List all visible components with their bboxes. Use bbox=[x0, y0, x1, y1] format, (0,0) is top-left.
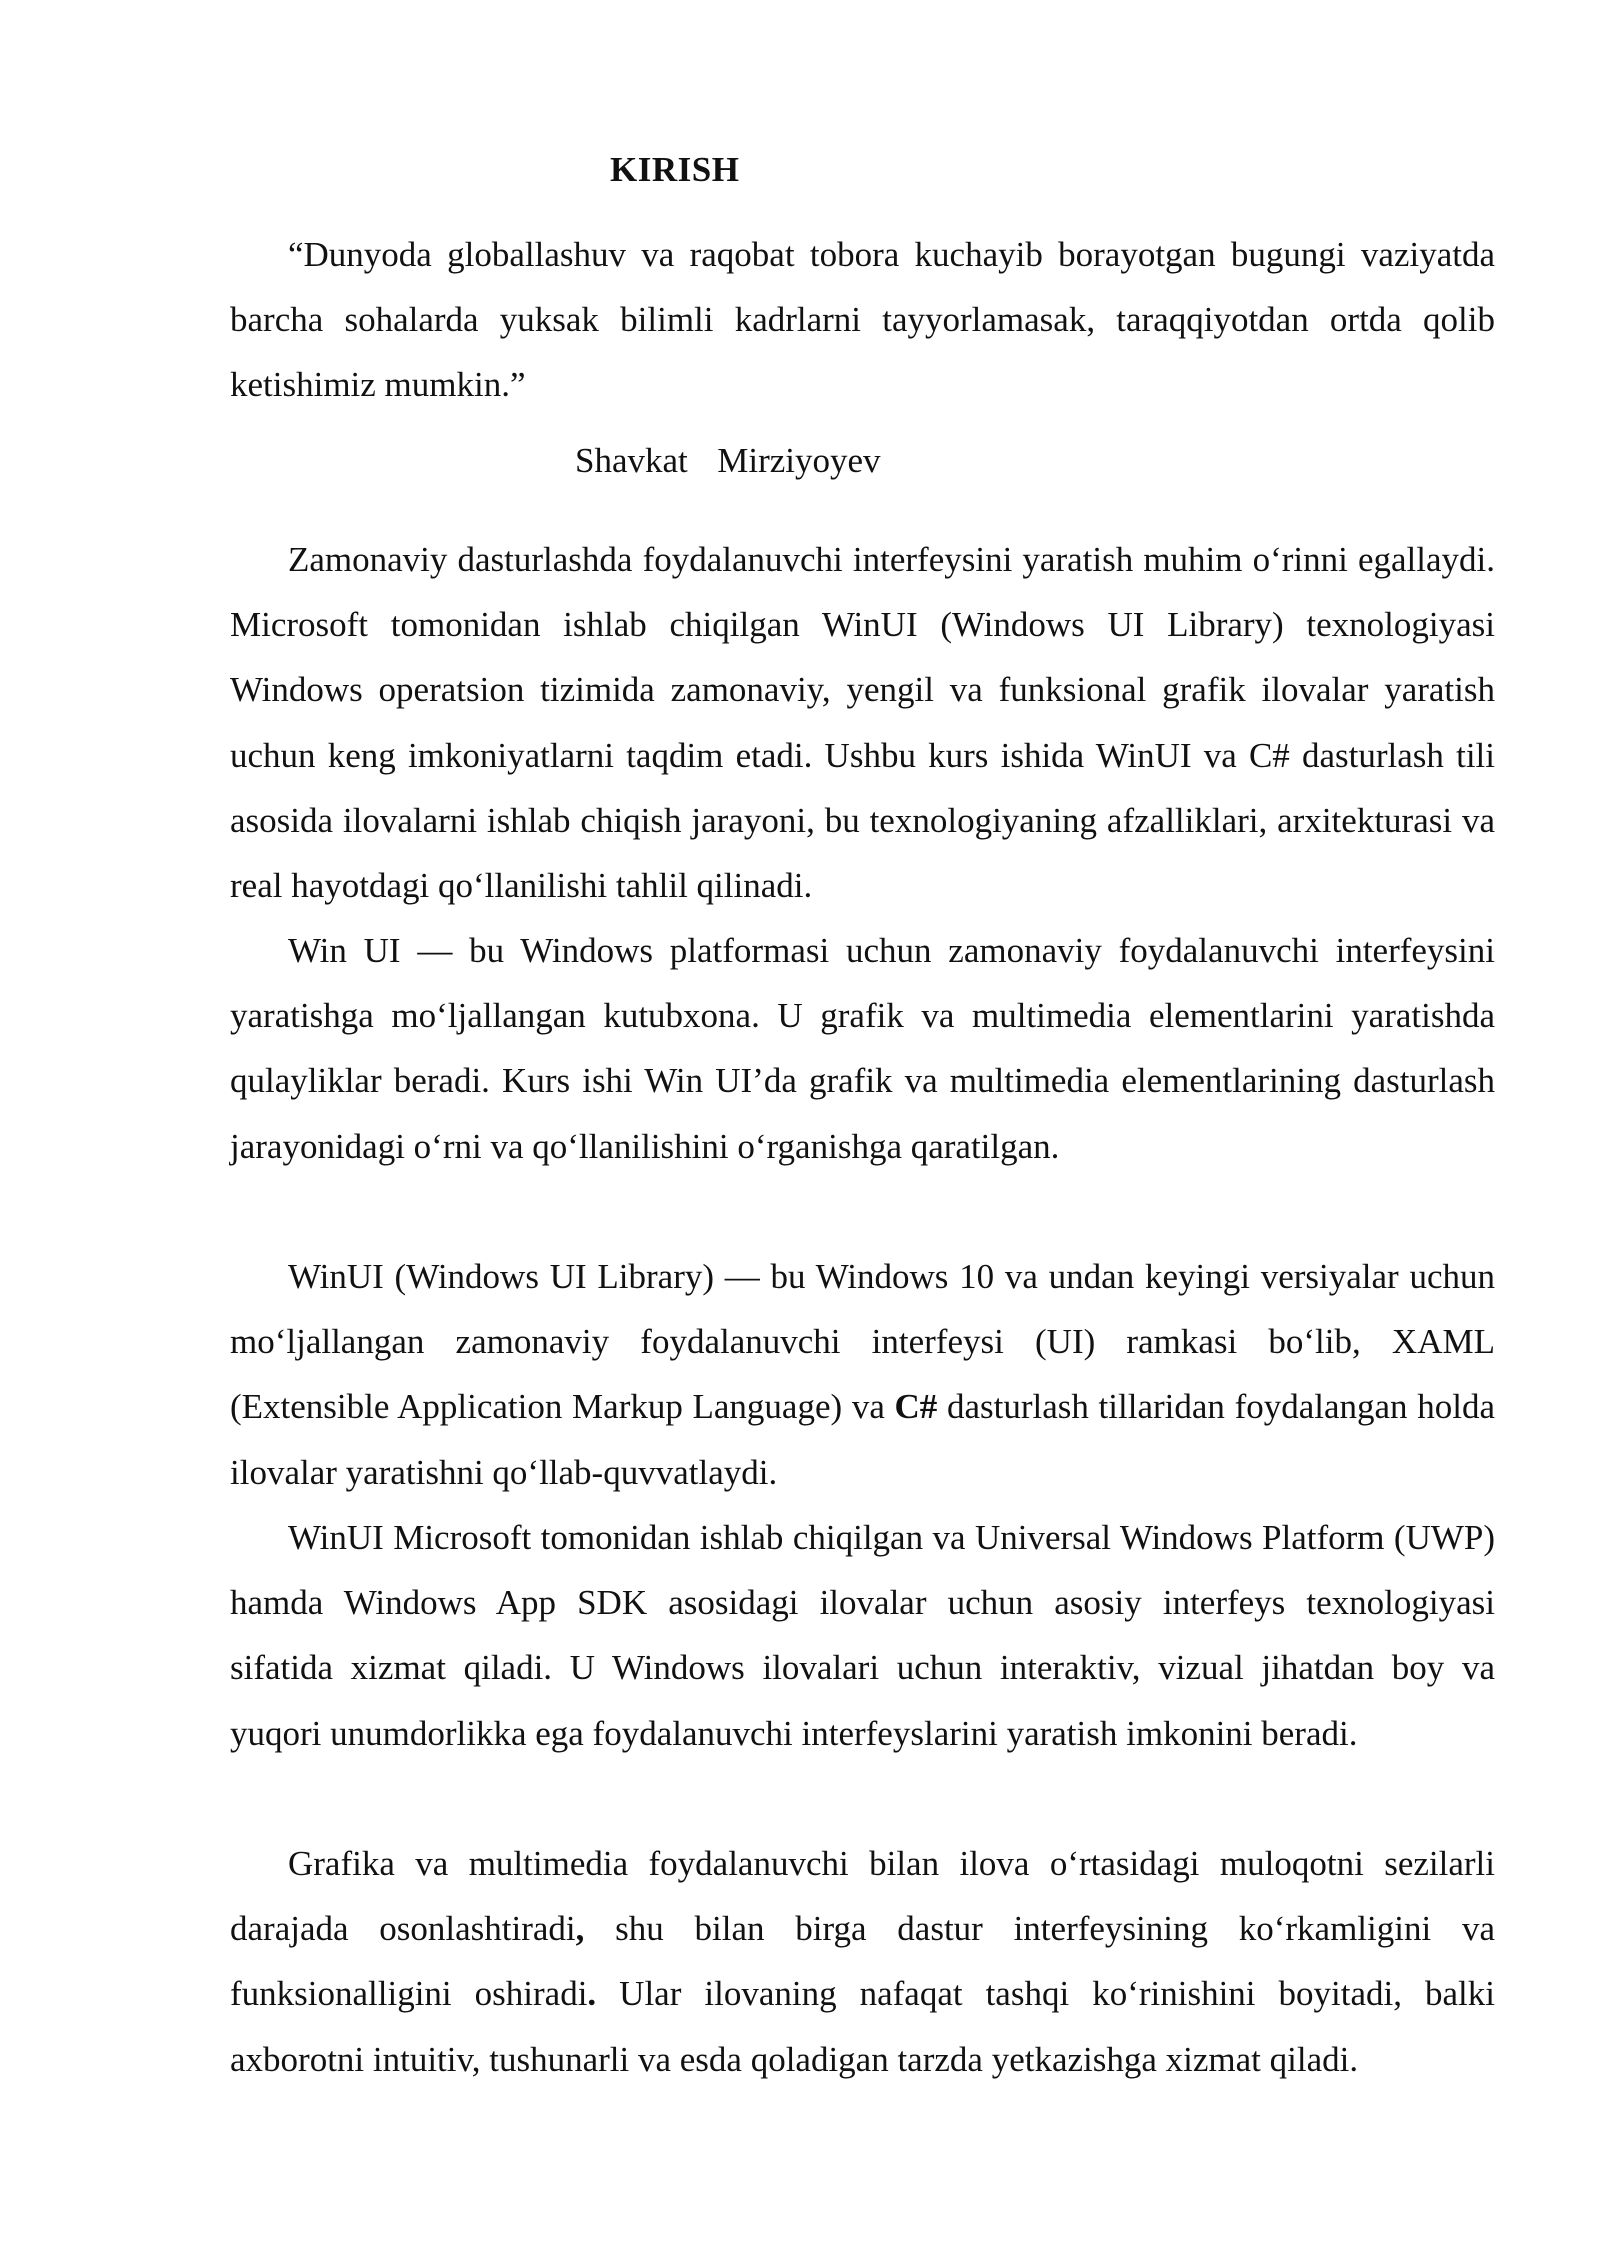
section-heading: KIRISH bbox=[610, 150, 740, 189]
paragraph-3-text-start: WinUI (Windows UI Library) — bu Windows 10 va undan keyingi versiyalar uchun mo‘ljallangan zamonaviy foydalanuvchi interfeysi (UI) ramkasi bo‘lib, XAML (Extensible Application Markup Language) va bbox=[230, 1257, 1495, 1427]
paragraph-5 bbox=[230, 1831, 1495, 2092]
paragraph-3-bold-term: C# bbox=[894, 1387, 938, 1427]
paragraph-5-bold-period: . bbox=[587, 1974, 597, 2014]
paragraph-4: WinUI Microsoft tomonidan ishlab chiqilgan va Universal Windows Platform (UWP) hamda Windows App SDK asosidagi ilovalar uchun asosiy interfeys texnologiyasi sifatida xizmat qiladi. U Windows ilovalari uchun interaktiv, vizual jihatdan boy va yuqori unumdorlikka ega foydalanuvchi interfeyslarini yaratish imkonini beradi. bbox=[230, 1518, 1495, 1753]
quote-author: Shavkat Mirziyoyev bbox=[575, 441, 881, 480]
paragraph-5-bold-comma: , bbox=[575, 1909, 585, 1949]
paragraph-3-text-end: dasturlash tillaridan foydalangan holda ilovalar yaratishni qo‘llab-quvvatlaydi. bbox=[230, 1387, 1495, 1492]
paragraph-2: Win UI — bu Windows platformasi uchun zamonaviy foydalanuvchi interfeysini yaratishga mo‘ljallangan kutubxona. U grafik va multimedia elementlarini yaratishda qulayliklar beradi. Kurs ishi Win UI’da grafik va multimedia elementlarining dasturlash jarayonidagi o‘rni va qo‘llanilishini o‘rganishga qaratilgan. bbox=[230, 931, 1495, 1166]
paragraph-5-text-3: Ular ilovaning nafaqat tashqi ko‘rinishini boyitadi, balki axborotni intuitiv, tushunarli va esda qoladigan tarzda yetkazishga xizmat qiladi. bbox=[230, 1974, 1495, 2079]
paragraph-5-text-1: Grafika va multimedia foydalanuvchi bilan ilova o‘rtasidagi muloqotni sezilarli darajada osonlashtiradi bbox=[230, 1844, 1495, 1949]
paragraph-5-text-2: shu bilan birga dastur interfeysining ko‘rkamligini va funksionalligini oshiradi bbox=[230, 1909, 1495, 2014]
paragraph-3 bbox=[230, 1244, 1495, 1505]
paragraph-1: Zamonaviy dasturlashda foydalanuvchi interfeysini yaratish muhim o‘rinni egallaydi. Microsoft tomonidan ishlab chiqilgan WinUI (Windows UI Library) texnologiyasi Windows operatsion tizimida zamonaviy, yengil va funksional grafik ilovalar yaratish uchun keng imkoniyatlarni taqdim etadi. Ushbu kurs ishida WinUI va C# dasturlash tili asosida ilovalarni ishlab chiqish jarayoni, bu texnologiyaning afzalliklari, arxitekturasi va real hayotdagi qo‘llanilishi tahlil qilinadi. bbox=[230, 540, 1495, 906]
epigraph-quote: “Dunyoda globallashuv va raqobat tobora kuchayib borayotgan bugungi vaziyatda barcha sohalarda yuksak bilimli kadrlarni tayyorlamasak, taraqqiyotdan ortda qolib ketishimiz mumkin.” bbox=[230, 235, 1495, 405]
